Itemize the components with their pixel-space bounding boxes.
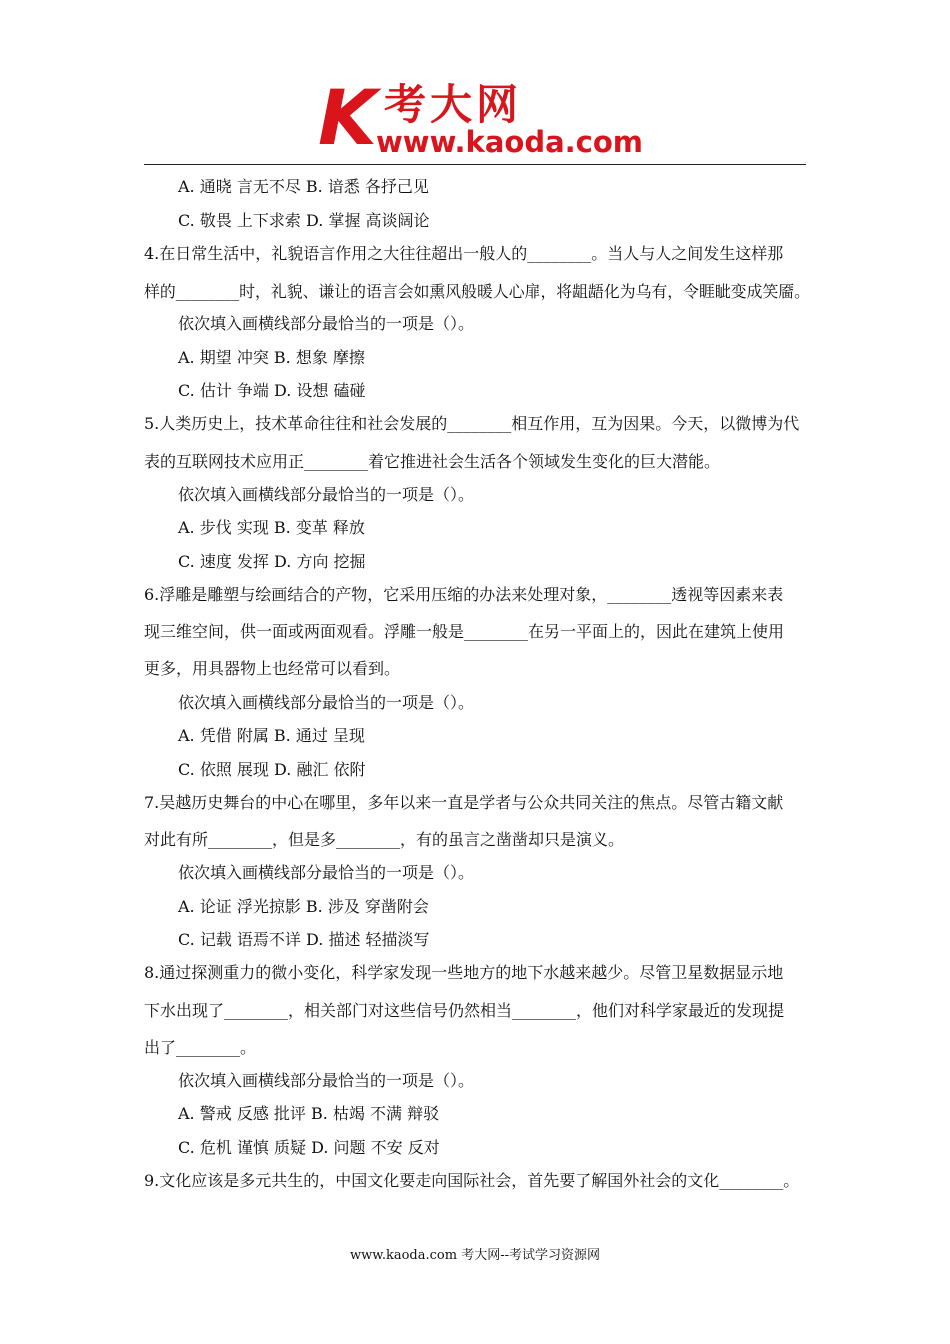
q6-options-cd: C. 依照 展现 D. 融汇 依附 [178, 760, 366, 779]
q6-options-ab: A. 凭借 附属 B. 通过 呈现 [178, 726, 365, 745]
q8-options-ab: A. 警戒 反感 批评 B. 枯竭 不满 辩驳 [178, 1104, 440, 1123]
q8-stem-line-1: 8.通过探测重力的微小变化，科学家发现一些地方的地下水越来越少。尽管卫星数据显示地 [144, 963, 784, 982]
q4-options-cd: C. 估计 争端 D. 设想 磕碰 [178, 381, 366, 400]
q4-options-ab: A. 期望 冲突 B. 想象 摩擦 [178, 348, 365, 367]
q8-options-cd: C. 危机 谨慎 质疑 D. 问题 不安 反对 [178, 1138, 440, 1157]
q6-stem-line-3: 更多，用具器物上也经常可以看到。 [144, 659, 401, 678]
q3-options-ab: A. 通晓 言无不尽 B. 谙悉 各抒己见 [178, 177, 429, 196]
q9-stem-line-1: 9.文化应该是多元共生的，中国文化要走向国际社会，首先要了解国外社会的文化________。 [144, 1171, 800, 1190]
q4-instruction: 依次填入画横线部分最恰当的一项是（）。 [178, 314, 475, 333]
kaoda-logo [318, 73, 643, 162]
q6-instruction: 依次填入画横线部分最恰当的一项是（）。 [178, 693, 475, 712]
q7-stem-line-1: 7.吴越历史舞台的中心在哪里，多年以来一直是学者与公众共同关注的焦点。尽管古籍文献 [144, 793, 784, 812]
q5-options-cd: C. 速度 发挥 D. 方向 挖掘 [178, 552, 366, 571]
q3-options-cd: C. 敬畏 上下求索 D. 掌握 高谈阔论 [178, 211, 430, 230]
q8-instruction: 依次填入画横线部分最恰当的一项是（）。 [178, 1071, 475, 1090]
q4-stem-line-1: 4.在日常生活中，礼貌语言作用之大往往超出一般人的________。当人与人之间发生这样那 [144, 244, 784, 263]
header-divider [144, 164, 806, 165]
q7-options-cd: C. 记载 语焉不详 D. 描述 轻描淡写 [178, 930, 430, 949]
q6-stem-line-1: 6.浮雕是雕塑与绘画结合的产物，它采用压缩的办法来处理对象，________透视等因素来表 [144, 585, 784, 604]
q5-instruction: 依次填入画横线部分最恰当的一项是（）。 [178, 485, 475, 504]
q7-stem-line-2: 对此有所________，但是多________，有的虽言之凿凿却只是演义。 [144, 830, 625, 849]
q6-stem-line-2: 现三维空间，供一面或两面观看。浮雕一般是________在另一平面上的，因此在建筑上使用 [144, 622, 785, 641]
q5-options-ab: A. 步伐 实现 B. 变革 释放 [178, 518, 365, 537]
logo-url: www.kaoda.com [376, 125, 643, 159]
q7-instruction: 依次填入画横线部分最恰当的一项是（）。 [178, 863, 475, 882]
logo-k-mark: K [318, 73, 375, 162]
q4-stem-line-2: 样的________时，礼貌、谦让的语言会如熏风般暖人心扉，将龃龉化为乌有，令睚眦变成笑靥。 [144, 282, 811, 301]
q5-stem-line-2: 表的互联网技术应用正________着它推进社会生活各个领域发生变化的巨大潜能。 [144, 452, 721, 471]
q7-options-ab: A. 论证 浮光掠影 B. 涉及 穿凿附会 [178, 897, 429, 916]
page-footer: www.kaoda.com 考大网--考试学习资源网 [350, 1248, 600, 1263]
logo-brand-name: 考大网 [384, 80, 523, 129]
q5-stem-line-1: 5.人类历史上，技术革命往往和社会发展的________相互作用，互为因果。今天，以微博为代 [144, 414, 800, 433]
q8-stem-line-3: 出了________。 [144, 1038, 257, 1057]
q8-stem-line-2: 下水出现了________，相关部门对这些信号仍然相当________，他们对科学家最近的发现提 [144, 1001, 785, 1020]
